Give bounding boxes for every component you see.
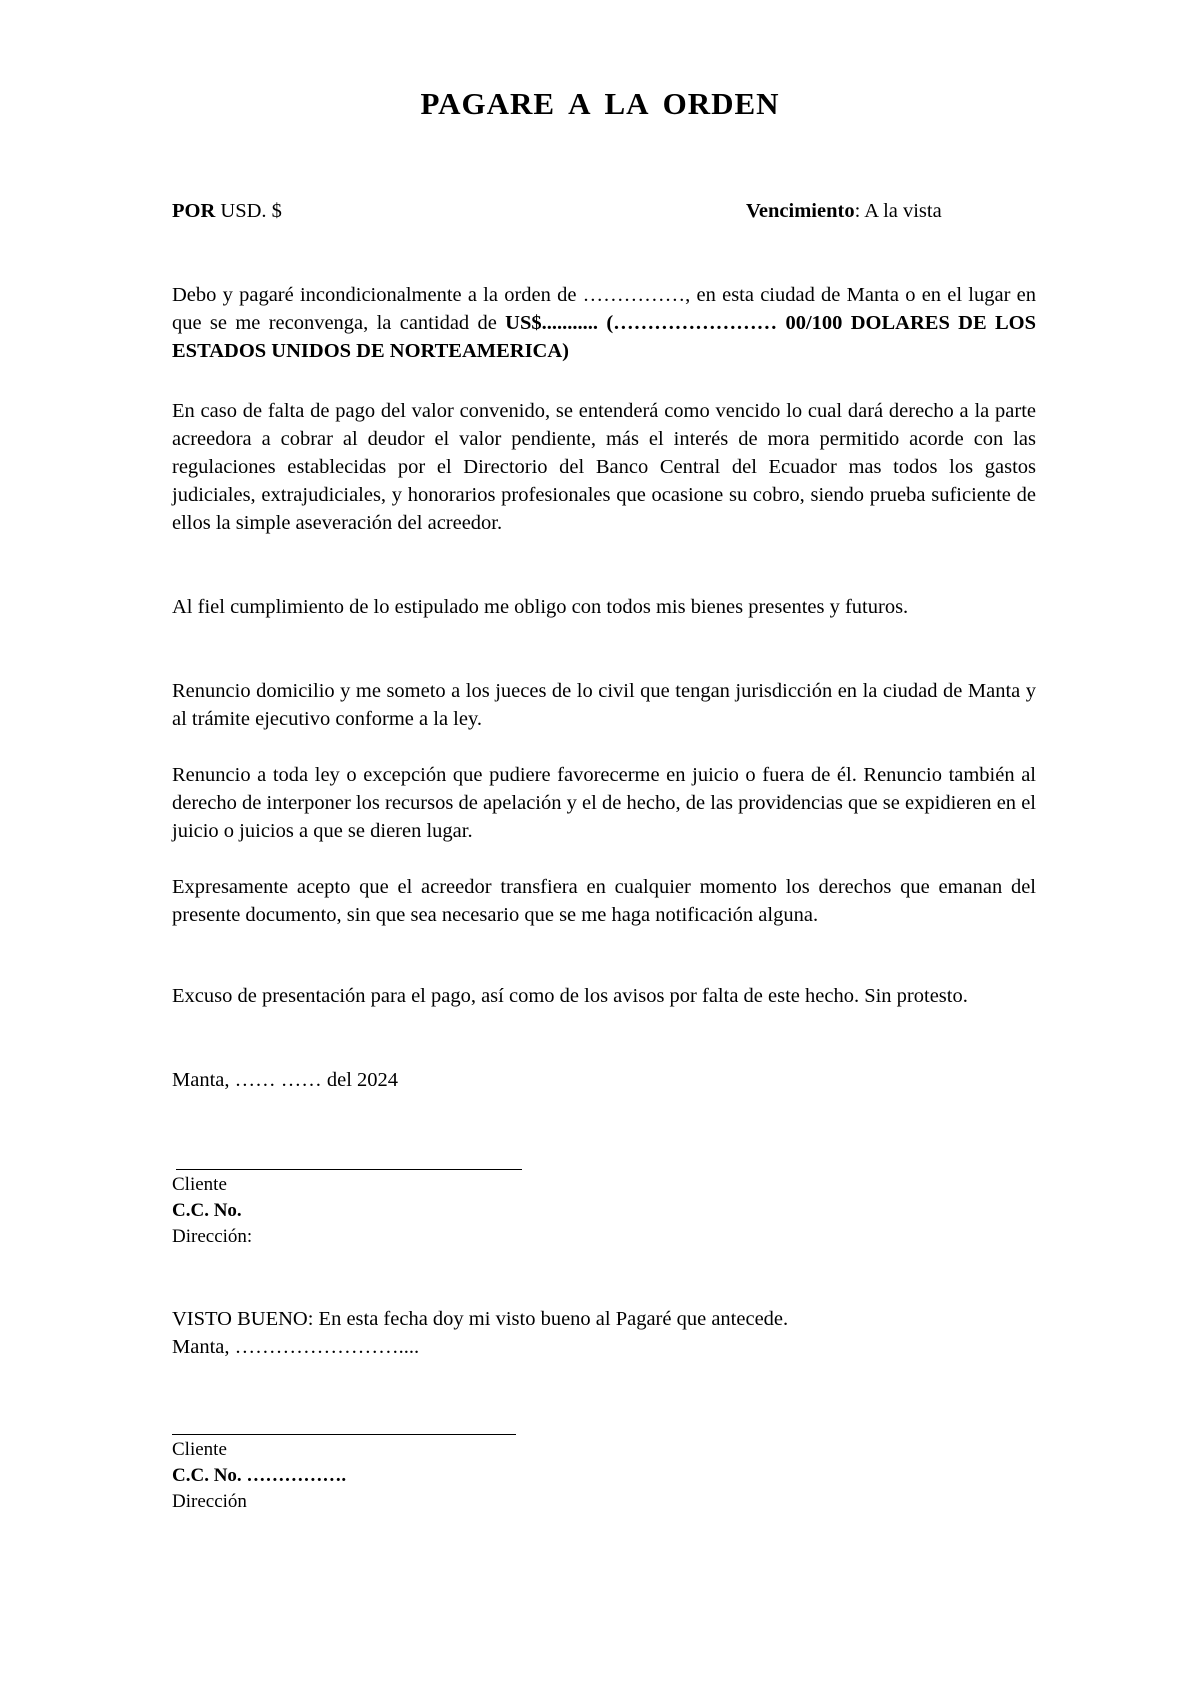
paragraph-transfer: Expresamente acepto que el acreedor transfiera en cualquier momento los derechos que emanan del presente documento, sin que sea necesario que se me haga notificación alguna.	[172, 876, 1036, 926]
paragraph-promise-text: Debo y pagaré incondicionalmente a la orden de ……………, en esta ciudad de Manta o en el lugar en que se me reconvenga, la cantidad de	[172, 284, 1036, 334]
signature2-name: Cliente	[172, 1439, 227, 1460]
vencimiento-label: Vencimiento	[746, 200, 855, 222]
vencimiento-value: : A la vista	[854, 200, 942, 222]
place-date: Manta, …… …… del 2024	[172, 1069, 399, 1091]
por-value: USD. $	[215, 200, 282, 222]
paragraph-default: En caso de falta de pago del valor convenido, se entenderá como vencido lo cual dará derecho a la parte acreedora a cobrar al deudor el valor pendiente, más el interés de mora permitido acorde con las regulaciones establecidas por el Directorio del Banco Central del Ecuador mas todos los gastos judiciales, extrajudiciales, y honorarios profesionales que ocasione su cobro, siendo prueba suficiente de ellos la simple aseveración del acreedor.	[172, 400, 1036, 534]
signature-line-1	[176, 1169, 522, 1170]
por-label: POR	[172, 200, 216, 222]
paragraph-protest: Excuso de presentación para el pago, así como de los avisos por falta de este hecho. Sin protesto.	[172, 985, 968, 1007]
paragraph-promise	[172, 281, 1036, 365]
signature2-address: Dirección	[172, 1491, 247, 1512]
visto-bueno-place: Manta, ……………………....	[172, 1336, 420, 1358]
paragraph-waiver: Renuncio a toda ley o excepción que pudiere favorecerme en juicio o fuera de él. Renuncio también al derecho de interponer los recursos de apelación y el de hecho, de las providencias que se expidieren en el juicio o juicios a que se dieren lugar.	[172, 764, 1036, 842]
signature1-name: Cliente	[172, 1174, 227, 1195]
signature-line-2	[172, 1434, 516, 1435]
due-date-header	[746, 197, 942, 225]
paragraph-jurisdiction: Renuncio domicilio y me someto a los jueces de lo civil que tengan jurisdicción en la ciudad de Manta y al trámite ejecutivo conforme a la ley.	[172, 680, 1036, 730]
signature1-address: Dirección:	[172, 1226, 253, 1247]
signature1-id: C.C. No.	[172, 1200, 242, 1221]
signature2-id: C.C. No. …………….	[172, 1465, 347, 1486]
amount-text: US$........... (…………………… 00/100 DOLARES DE LOS ESTADOS UNIDOS DE NORTEAMERICA)	[172, 312, 1036, 362]
amount-header	[172, 197, 282, 225]
document-title: PAGARE A LA ORDEN	[420, 86, 780, 121]
visto-bueno-text: VISTO BUENO: En esta fecha doy mi visto bueno al Pagaré que antecede.	[172, 1308, 789, 1330]
paragraph-obligation: Al fiel cumplimiento de lo estipulado me obligo con todos mis bienes presentes y futuros.	[172, 596, 909, 618]
